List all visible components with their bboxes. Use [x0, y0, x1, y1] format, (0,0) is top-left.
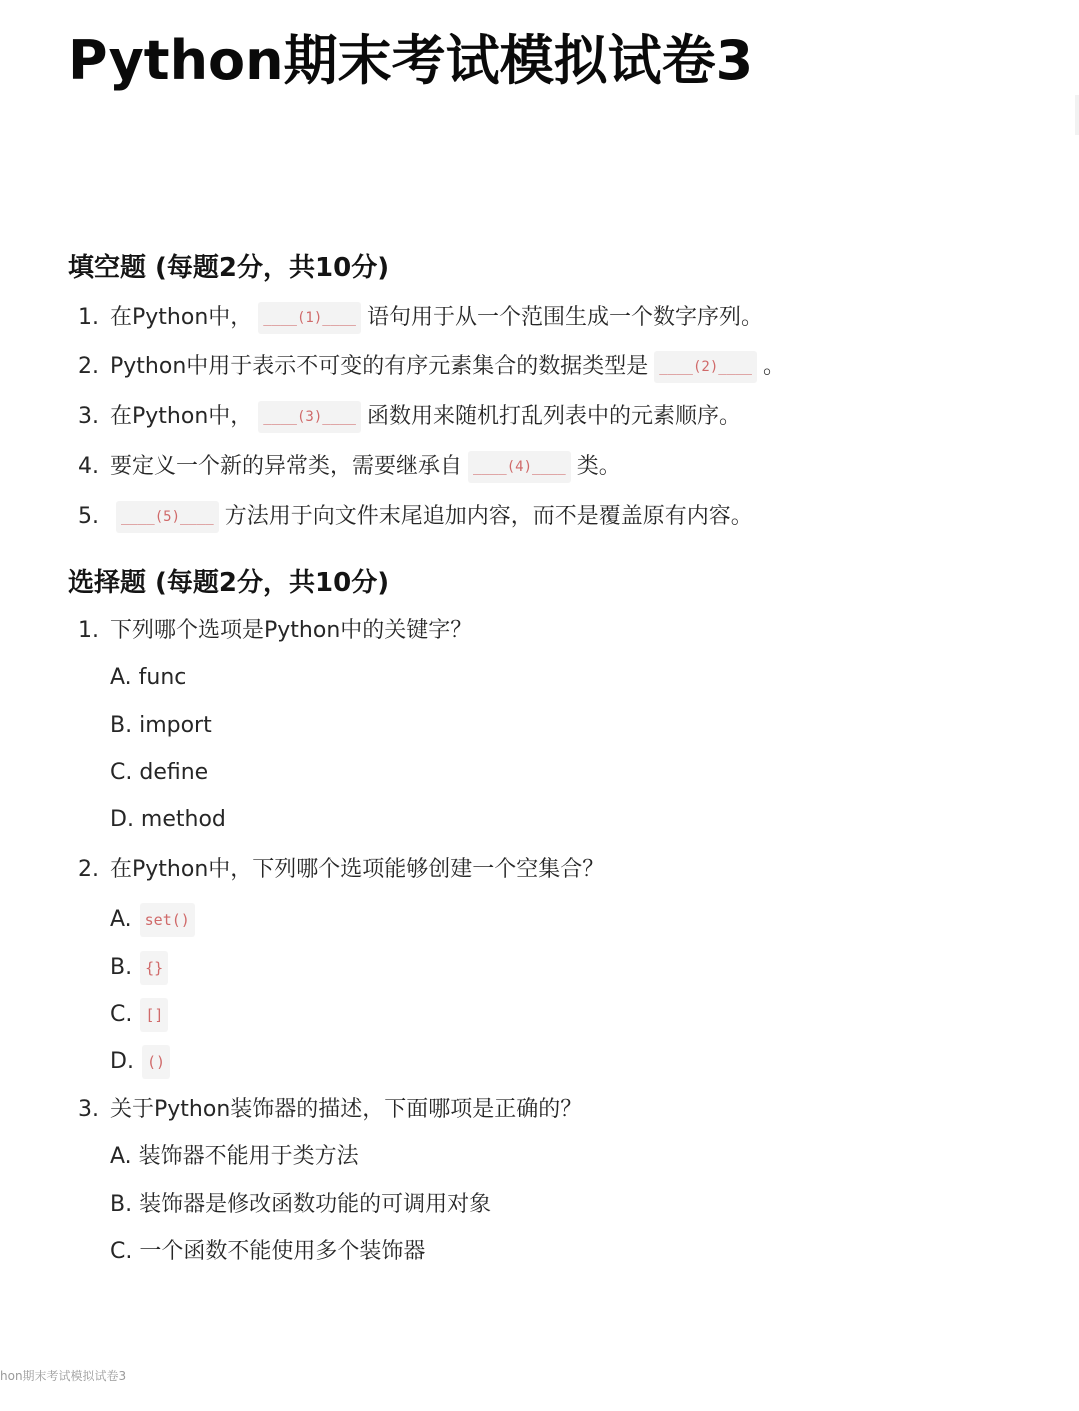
option-a: A. 装饰器不能用于类方法	[110, 1144, 359, 1169]
question-number: 2.	[78, 354, 99, 379]
question-text: 下列哪个选项是Python中的关键字？	[110, 618, 473, 643]
question-text-after: 函数用来随机打乱列表中的元素顺序。	[366, 404, 741, 429]
question-text-after: 类。	[576, 454, 621, 479]
question-text-before: 在Python中，	[110, 404, 253, 429]
question-text: 在Python中，下列哪个选项能够创建一个空集合？	[110, 857, 605, 882]
option-a: A. func	[110, 665, 187, 690]
question-text: 关于Python装饰器的描述，下面哪项是正确的？	[110, 1097, 583, 1122]
fill-question-4	[78, 451, 621, 483]
option-c: C. define	[110, 760, 209, 785]
choice-question-1	[78, 616, 472, 646]
question-text-before: 在Python中，	[110, 305, 253, 330]
page-title: Python期末考试模拟试卷3	[68, 29, 754, 92]
question-number: 3.	[78, 404, 99, 429]
scroll-edge	[1075, 95, 1079, 135]
question-number: 5.	[78, 504, 99, 529]
option-b: B. 装饰器是修改函数功能的可调用对象	[110, 1192, 492, 1217]
option-code: ()	[142, 1045, 170, 1079]
option-b	[110, 951, 168, 985]
question-text-after: 方法用于向文件末尾追加内容，而不是覆盖原有内容。	[224, 504, 753, 529]
option-letter: B.	[110, 955, 133, 980]
question-text-after: 语句用于从一个范围生成一个数字序列。	[366, 305, 763, 330]
option-c: C. 一个函数不能使用多个装饰器	[110, 1239, 426, 1264]
option-code: []	[140, 998, 168, 1032]
option-b: B. import	[110, 713, 212, 738]
question-number: 4.	[78, 454, 99, 479]
option-c	[110, 998, 168, 1032]
answer-blank: ____(5)____	[116, 501, 219, 533]
fill-question-5	[78, 501, 753, 533]
choice-question-3	[78, 1095, 582, 1125]
question-text-after: 。	[762, 354, 785, 379]
option-d	[110, 1045, 170, 1079]
option-letter: A.	[110, 907, 132, 932]
option-a	[110, 903, 195, 937]
question-text-before: Python中用于表示不可变的有序元素集合的数据类型是	[110, 354, 649, 379]
option-letter: D.	[110, 1049, 134, 1074]
page-footer: hon期末考试模拟试卷3	[0, 1369, 127, 1383]
choice-heading: 选择题 (每题2分，共10分)	[68, 568, 390, 598]
answer-blank: ____(4)____	[468, 451, 571, 483]
choice-question-2	[78, 855, 604, 885]
fill-question-2	[78, 351, 785, 383]
answer-blank: ____(1)____	[258, 302, 361, 334]
question-text-before: 要定义一个新的异常类，需要继承自	[110, 454, 463, 479]
option-letter: C.	[110, 1002, 133, 1027]
fill-question-3	[78, 401, 741, 433]
fill-question-1	[78, 302, 763, 334]
question-number: 1.	[78, 305, 99, 330]
option-d: D. method	[110, 807, 226, 832]
option-code: {}	[140, 951, 168, 985]
fill-in-heading: 填空题 (每题2分，共10分)	[68, 253, 390, 283]
option-code: set()	[140, 903, 195, 937]
question-number: 3.	[78, 1097, 99, 1122]
answer-blank: ____(3)____	[258, 401, 361, 433]
question-number: 1.	[78, 618, 99, 643]
answer-blank: ____(2)____	[654, 351, 757, 383]
question-number: 2.	[78, 857, 99, 882]
